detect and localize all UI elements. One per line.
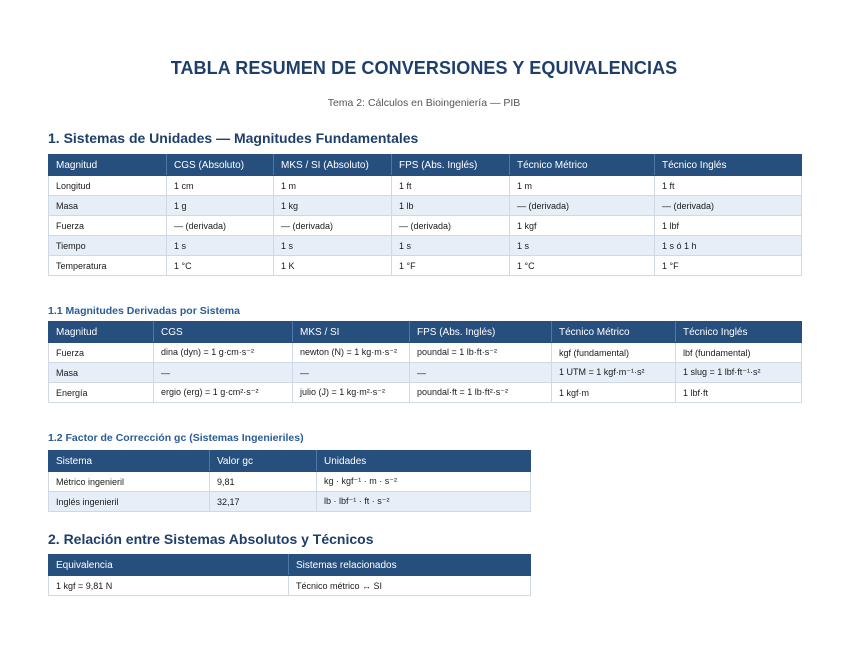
table-cell: lbf (fundamental) xyxy=(676,343,802,363)
column-header: CGS xyxy=(154,322,293,343)
table-row xyxy=(49,343,802,363)
table-cell: — xyxy=(293,363,410,383)
table-cell: 1 ft xyxy=(392,176,510,196)
absolute-technical-table xyxy=(48,554,531,596)
table-cell: Temperatura xyxy=(49,256,167,276)
table-row xyxy=(49,472,531,492)
column-header: Sistemas relacionados xyxy=(289,555,531,576)
table-cell: 9,81 xyxy=(210,472,317,492)
column-header: Valor gc xyxy=(210,451,317,472)
section-1-1-heading: 1.1 Magnitudes Derivadas por Sistema xyxy=(48,305,240,317)
table-cell: 1 m xyxy=(274,176,392,196)
table-cell: 1 lb xyxy=(392,196,510,216)
table-row xyxy=(49,216,802,236)
section-1-heading: 1. Sistemas de Unidades — Magnitudes Fundamentales xyxy=(48,130,419,146)
table-row xyxy=(49,176,802,196)
table-cell: 1 lbf·ft xyxy=(676,383,802,403)
column-header: CGS (Absoluto) xyxy=(167,155,274,176)
column-header: Técnico Métrico xyxy=(510,155,655,176)
table-cell: julio (J) = 1 kg·m²·s⁻² xyxy=(293,383,410,403)
table-cell: — (derivada) xyxy=(274,216,392,236)
column-header: Magnitud xyxy=(49,322,154,343)
table-cell: 1 lbf xyxy=(655,216,802,236)
table-cell: 1 kg xyxy=(274,196,392,216)
table-header-row xyxy=(49,451,531,472)
table-cell: dina (dyn) = 1 g·cm·s⁻² xyxy=(154,343,293,363)
column-header: MKS / SI xyxy=(293,322,410,343)
document-title: TABLA RESUMEN DE CONVERSIONES Y EQUIVALENCIAS xyxy=(170,58,678,78)
table-header-row xyxy=(49,322,802,343)
table-cell: Fuerza xyxy=(49,216,167,236)
table-cell: 1 cm xyxy=(167,176,274,196)
table-header-row xyxy=(49,555,531,576)
table-cell: 1 m xyxy=(510,176,655,196)
table-row xyxy=(49,256,802,276)
section-2-heading: 2. Relación entre Sistemas Absolutos y Técnicos xyxy=(48,531,374,547)
table-cell: Inglés ingenieril xyxy=(49,492,210,512)
table-cell: 1 kgf = 9,81 N xyxy=(49,576,289,596)
column-header: MKS / SI (Absoluto) xyxy=(274,155,392,176)
table-row xyxy=(49,236,802,256)
table-cell: Energía xyxy=(49,383,154,403)
derived-units-table xyxy=(48,321,802,403)
table-cell: 1 s ó 1 h xyxy=(655,236,802,256)
table-cell: kgf (fundamental) xyxy=(552,343,676,363)
table-cell: poundal = 1 lb·ft·s⁻² xyxy=(410,343,552,363)
table-cell: 1 °C xyxy=(510,256,655,276)
table-cell: Longitud xyxy=(49,176,167,196)
table-cell: 1 K xyxy=(274,256,392,276)
table-cell: 1 slug = 1 lbf·ft⁻¹·s² xyxy=(676,363,802,383)
table-cell: Técnico métrico ↔ SI xyxy=(289,576,531,596)
table-cell: 1 ft xyxy=(655,176,802,196)
column-header: Técnico Inglés xyxy=(655,155,802,176)
table-row xyxy=(49,383,802,403)
column-header: Unidades xyxy=(317,451,531,472)
table-cell: Fuerza xyxy=(49,343,154,363)
table-cell: 1 s xyxy=(274,236,392,256)
table-cell: 32,17 xyxy=(210,492,317,512)
column-header: Sistema xyxy=(49,451,210,472)
table-cell: Métrico ingenieril xyxy=(49,472,210,492)
table-cell: poundal·ft = 1 lb·ft²·s⁻² xyxy=(410,383,552,403)
table-cell: newton (N) = 1 kg·m·s⁻² xyxy=(293,343,410,363)
document-subtitle: Tema 2: Cálculos en Bioingeniería — PIB xyxy=(327,97,521,109)
column-header: Magnitud xyxy=(49,155,167,176)
table-cell: kg · kgf⁻¹ · m · s⁻² xyxy=(317,472,531,492)
column-header: FPS (Abs. Inglés) xyxy=(392,155,510,176)
table-cell: lb · lbf⁻¹ · ft · s⁻² xyxy=(317,492,531,512)
table-row xyxy=(49,492,531,512)
column-header: Técnico Inglés xyxy=(676,322,802,343)
table-cell: 1 °F xyxy=(655,256,802,276)
table-cell: 1 UTM = 1 kgf·m⁻¹·s² xyxy=(552,363,676,383)
table-cell: 1 g xyxy=(167,196,274,216)
table-cell: 1 s xyxy=(510,236,655,256)
table-header-row xyxy=(49,155,802,176)
table-cell: Tiempo xyxy=(49,236,167,256)
fundamental-units-table xyxy=(48,154,802,276)
table-cell: 1 kgf xyxy=(510,216,655,236)
table-cell: — (derivada) xyxy=(392,216,510,236)
column-header: Equivalencia xyxy=(49,555,289,576)
table-cell: Masa xyxy=(49,196,167,216)
table-cell: 1 s xyxy=(392,236,510,256)
table-cell: — (derivada) xyxy=(655,196,802,216)
table-cell: — (derivada) xyxy=(510,196,655,216)
column-header: FPS (Abs. Inglés) xyxy=(410,322,552,343)
table-cell: — xyxy=(410,363,552,383)
table-cell: 1 kgf·m xyxy=(552,383,676,403)
table-row xyxy=(49,196,802,216)
table-cell: 1 °C xyxy=(167,256,274,276)
table-cell: — xyxy=(154,363,293,383)
table-row xyxy=(49,363,802,383)
table-cell: ergio (erg) = 1 g·cm²·s⁻² xyxy=(154,383,293,403)
column-header: Técnico Métrico xyxy=(552,322,676,343)
table-row xyxy=(49,576,531,596)
gc-factor-table xyxy=(48,450,531,512)
table-cell: 1 °F xyxy=(392,256,510,276)
section-1-2-heading: 1.2 Factor de Corrección gc (Sistemas Ingenieriles) xyxy=(48,432,304,444)
table-cell: 1 s xyxy=(167,236,274,256)
table-cell: Masa xyxy=(49,363,154,383)
table-cell: — (derivada) xyxy=(167,216,274,236)
